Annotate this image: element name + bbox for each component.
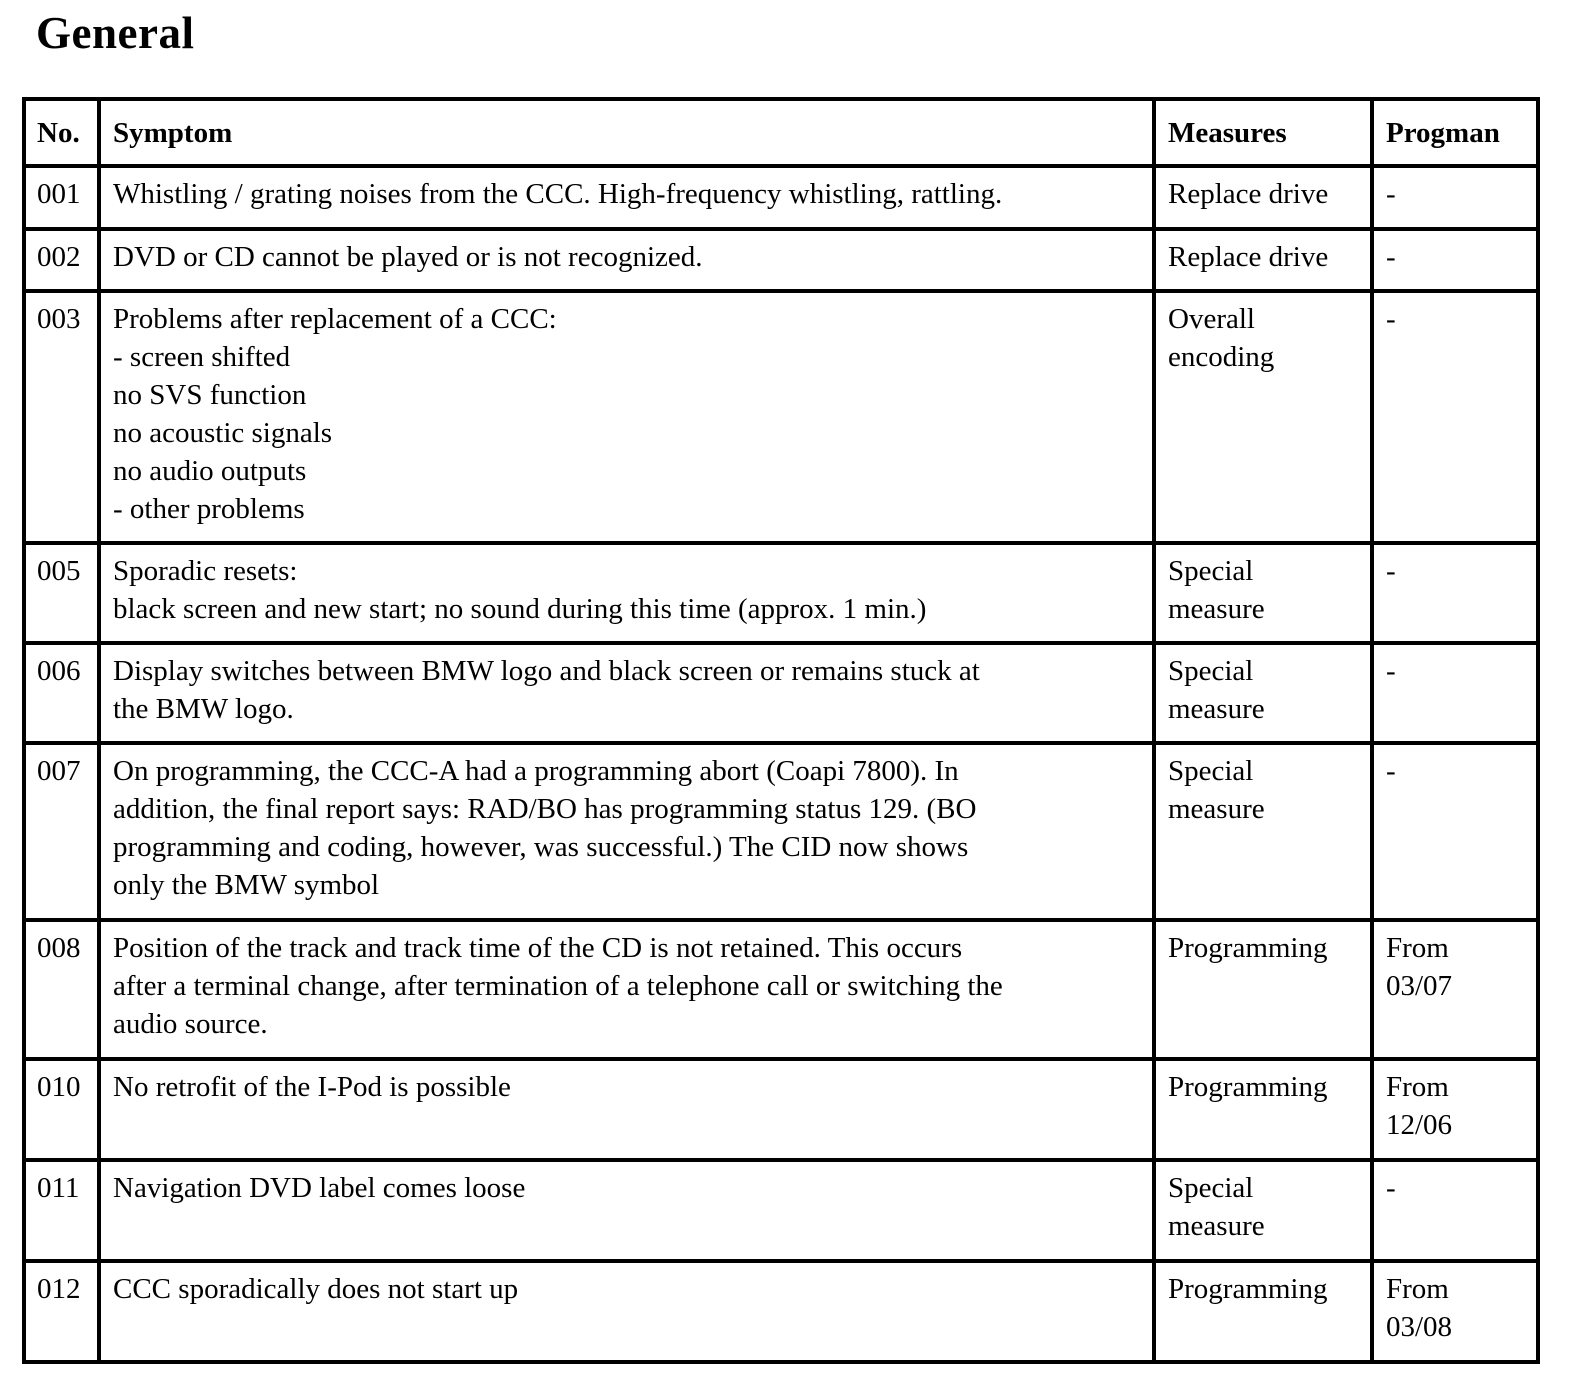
measures-line: Overall <box>1168 303 1255 335</box>
table-body <box>24 166 1538 1362</box>
cell-symptom <box>99 1059 1154 1160</box>
cell-measures <box>1154 920 1372 1059</box>
symptom-line: audio source. <box>113 1008 268 1040</box>
cell-measures <box>1154 229 1372 291</box>
symptom-line: black screen and new start; no sound during this time (approx. 1 min.) <box>113 593 927 625</box>
cell-progman <box>1372 1059 1538 1160</box>
table-row <box>24 543 1538 643</box>
progman-line: From <box>1386 1273 1449 1305</box>
progman-line: 03/08 <box>1386 1311 1453 1343</box>
measures-line: Special <box>1168 655 1254 687</box>
cell-measures <box>1154 543 1372 643</box>
progman-line: From <box>1386 1071 1449 1103</box>
symptom-line: after a terminal change, after termination of a telephone call or switching the <box>113 970 1003 1002</box>
symptom-line: CCC sporadically does not start up <box>113 1273 519 1305</box>
cell-symptom <box>99 229 1154 291</box>
symptom-line: no audio outputs <box>113 455 307 487</box>
table-header-row <box>24 99 1538 166</box>
cell-no: 012 <box>24 1261 99 1362</box>
symptom-line: - screen shifted <box>113 341 291 373</box>
table-row <box>24 743 1538 920</box>
table-row <box>24 1059 1538 1160</box>
table-row <box>24 229 1538 291</box>
column-header-progman: Progman <box>1372 99 1538 166</box>
cell-no: 002 <box>24 229 99 291</box>
cell-no: 006 <box>24 643 99 743</box>
table-row <box>24 1261 1538 1362</box>
measures-line: Replace drive <box>1168 241 1329 273</box>
measures-line: Programming <box>1168 932 1328 964</box>
symptom-table <box>22 97 1540 1364</box>
measures-line: Special <box>1168 1172 1254 1204</box>
cell-no: 011 <box>24 1160 99 1261</box>
cell-no: 010 <box>24 1059 99 1160</box>
cell-no: 005 <box>24 543 99 643</box>
measures-line: measure <box>1168 693 1265 725</box>
symptom-line: addition, the final report says: RAD/BO has programming status 129. (BO <box>113 793 977 825</box>
cell-measures <box>1154 166 1372 229</box>
cell-symptom <box>99 920 1154 1059</box>
measures-line: measure <box>1168 593 1265 625</box>
progman-line: - <box>1386 303 1396 335</box>
progman-line: 03/07 <box>1386 970 1453 1002</box>
measures-line: Special <box>1168 755 1254 787</box>
symptom-line: the BMW logo. <box>113 693 294 725</box>
measures-line: encoding <box>1168 341 1275 373</box>
progman-line: - <box>1386 655 1396 687</box>
measures-line: Programming <box>1168 1071 1328 1103</box>
table-row <box>24 1160 1538 1261</box>
measures-line: Programming <box>1168 1273 1328 1305</box>
symptom-line: Problems after replacement of a CCC: <box>113 303 557 335</box>
cell-progman <box>1372 229 1538 291</box>
cell-measures <box>1154 1160 1372 1261</box>
symptom-line: Display switches between BMW logo and black screen or remains stuck at <box>113 655 980 687</box>
cell-no: 008 <box>24 920 99 1059</box>
cell-progman <box>1372 920 1538 1059</box>
symptom-line: programming and coding, however, was successful.) The CID now shows <box>113 831 969 863</box>
cell-progman <box>1372 1160 1538 1261</box>
measures-line: Special <box>1168 555 1254 587</box>
progman-line: 12/06 <box>1386 1109 1453 1141</box>
symptom-line: no acoustic signals <box>113 417 333 449</box>
cell-symptom <box>99 743 1154 920</box>
cell-measures <box>1154 743 1372 920</box>
cell-no: 001 <box>24 166 99 229</box>
symptom-line: only the BMW symbol <box>113 869 380 901</box>
progman-line: - <box>1386 555 1396 587</box>
cell-progman <box>1372 643 1538 743</box>
symptom-line: Sporadic resets: <box>113 555 298 587</box>
column-header-no: No. <box>24 99 99 166</box>
cell-progman <box>1372 743 1538 920</box>
table-row <box>24 643 1538 743</box>
symptom-line: - other problems <box>113 493 305 525</box>
measures-line: measure <box>1168 793 1265 825</box>
symptom-line: Position of the track and track time of the CD is not retained. This occurs <box>113 932 963 964</box>
cell-no: 003 <box>24 291 99 543</box>
cell-symptom <box>99 643 1154 743</box>
progman-line: - <box>1386 755 1396 787</box>
cell-measures <box>1154 1059 1372 1160</box>
progman-line: - <box>1386 1172 1396 1204</box>
symptom-line: DVD or CD cannot be played or is not recognized. <box>113 241 703 273</box>
table-row <box>24 291 1538 543</box>
cell-progman <box>1372 1261 1538 1362</box>
symptom-line: Whistling / grating noises from the CCC. High-frequency whistling, rattling. <box>113 178 1003 210</box>
column-header-measures: Measures <box>1154 99 1372 166</box>
measures-line: Replace drive <box>1168 178 1329 210</box>
cell-no: 007 <box>24 743 99 920</box>
cell-symptom <box>99 1160 1154 1261</box>
symptom-line: Navigation DVD label comes loose <box>113 1172 526 1204</box>
symptom-line: No retrofit of the I-Pod is possible <box>113 1071 511 1103</box>
measures-line: measure <box>1168 1210 1265 1242</box>
cell-measures <box>1154 643 1372 743</box>
progman-line: From <box>1386 932 1449 964</box>
cell-progman <box>1372 166 1538 229</box>
progman-line: - <box>1386 241 1396 273</box>
symptom-line: On programming, the CCC-A had a programming abort (Coapi 7800). In <box>113 755 959 787</box>
cell-symptom <box>99 166 1154 229</box>
cell-measures <box>1154 1261 1372 1362</box>
table-row <box>24 166 1538 229</box>
cell-symptom <box>99 543 1154 643</box>
cell-symptom <box>99 291 1154 543</box>
cell-progman <box>1372 291 1538 543</box>
table-row <box>24 920 1538 1059</box>
symptom-line: no SVS function <box>113 379 307 411</box>
cell-symptom <box>99 1261 1154 1362</box>
column-header-symptom: Symptom <box>99 99 1154 166</box>
page-heading: General <box>36 8 195 58</box>
cell-progman <box>1372 543 1538 643</box>
progman-line: - <box>1386 178 1396 210</box>
cell-measures <box>1154 291 1372 543</box>
